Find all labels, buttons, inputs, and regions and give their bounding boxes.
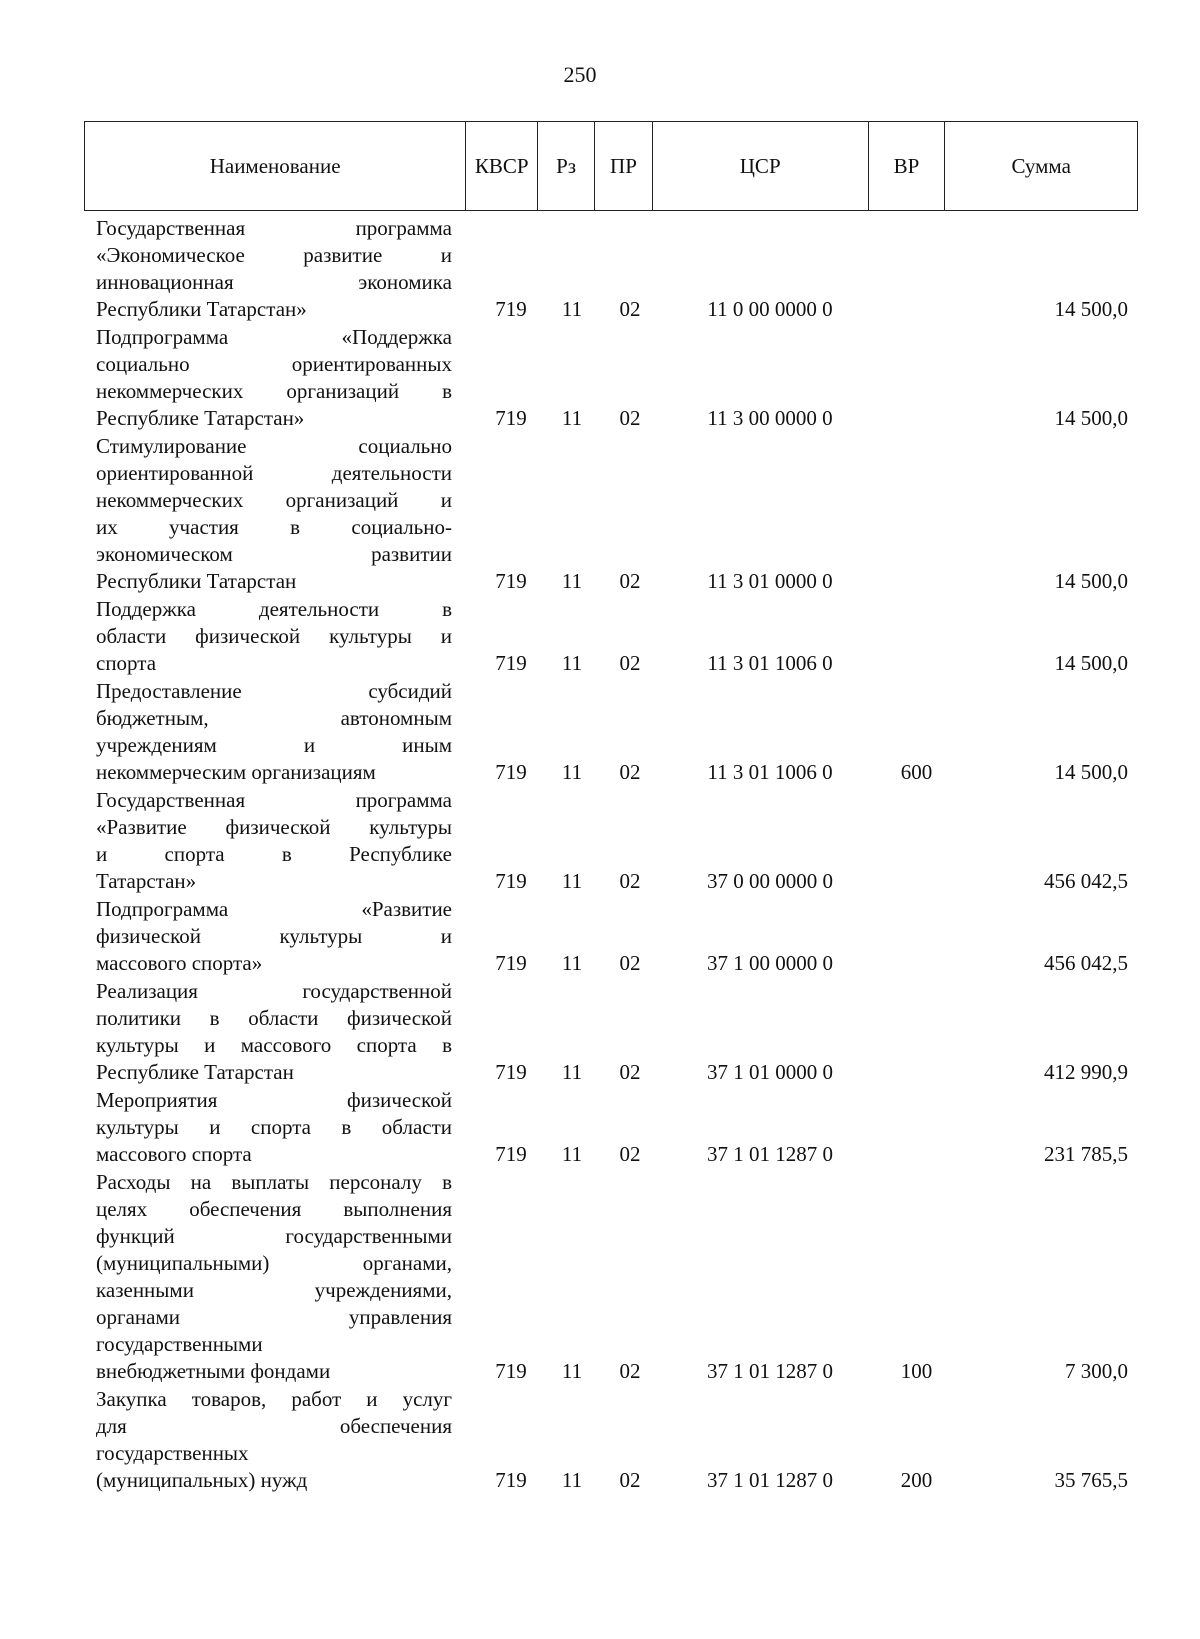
row-csr: 11 3 01 1006 0: [707, 760, 833, 784]
row-name-line: Республике Татарстан»: [96, 406, 305, 430]
row-name: [96, 1386, 452, 1494]
row-name-line: Стимулирование социально: [96, 434, 452, 458]
row-name-line: Государственная программа: [96, 216, 452, 240]
table-row: [96, 1087, 1138, 1168]
row-name-line: Татарстан»: [96, 869, 197, 893]
row-name: [96, 896, 452, 977]
row-name-line: казенными учреждениями,: [96, 1278, 452, 1302]
row-rz: 11: [561, 1060, 583, 1084]
table-row: [96, 787, 1138, 895]
page-number: 250: [563, 62, 597, 87]
table-row: [96, 215, 1138, 323]
row-name-line: государственных: [96, 1441, 249, 1465]
row-name-line: Подпрограмма «Развитие: [96, 897, 452, 921]
row-sum: 14 500,0: [1054, 651, 1128, 675]
row-csr: 11 0 00 0000 0: [707, 297, 833, 321]
row-name-line: культуры и спорта в области: [96, 1115, 452, 1139]
row-rz: 11: [561, 1468, 583, 1492]
table-row: [96, 1169, 1138, 1385]
row-sum: 14 500,0: [1054, 569, 1128, 593]
row-kvsr: 719: [495, 651, 527, 675]
table-row: [96, 596, 1138, 677]
row-name-line: и спорта в Республике: [96, 842, 452, 866]
row-name-line: Подпрограмма «Поддержка: [96, 325, 452, 349]
row-name-line: (муниципальных) нужд: [96, 1468, 308, 1492]
row-sum: 456 042,5: [1044, 951, 1128, 975]
row-rz: 11: [561, 297, 583, 321]
table-row: [96, 433, 1138, 595]
row-name-line: массового спорта: [96, 1142, 252, 1166]
row-name-line: некоммерческих организаций в: [96, 379, 452, 403]
row-rz: 11: [561, 651, 583, 675]
row-name-line: некоммерческих организаций и: [96, 488, 452, 512]
header-csr: ЦСР: [653, 122, 869, 210]
row-pr: 02: [619, 869, 641, 893]
header-sum: Сумма: [1011, 153, 1071, 178]
row-pr: 02: [619, 1359, 641, 1383]
row-rz: 11: [561, 569, 583, 593]
row-name: [96, 787, 452, 895]
row-sum: 35 765,5: [1054, 1468, 1128, 1492]
row-name: [96, 324, 452, 432]
row-name-line: спорта: [96, 651, 157, 675]
row-csr: 37 1 01 1287 0: [707, 1468, 833, 1492]
table-row: [96, 978, 1138, 1086]
header-kvsr: КВСР: [466, 122, 538, 210]
row-name: [96, 678, 452, 786]
row-name-line: их участия в социально-: [96, 515, 452, 539]
row-csr: 37 0 00 0000 0: [707, 869, 833, 893]
row-name-line: социально ориентированных: [96, 352, 452, 376]
row-name-line: Государственная программа: [96, 788, 452, 812]
row-kvsr: 719: [495, 569, 527, 593]
table-row: [96, 678, 1138, 786]
row-name-line: внебюджетными фондами: [96, 1359, 331, 1383]
row-kvsr: 719: [495, 1060, 527, 1084]
row-vr: 200: [900, 1468, 933, 1492]
row-name-line: учреждениям и иным: [96, 733, 452, 757]
row-name-line: для обеспечения: [96, 1414, 452, 1438]
row-name-line: культуры и массового спорта в: [96, 1033, 452, 1057]
row-pr: 02: [619, 1142, 641, 1166]
row-name-line: массового спорта»: [96, 951, 263, 975]
row-name-line: Республики Татарстан: [96, 569, 297, 593]
row-kvsr: 719: [495, 1359, 527, 1383]
row-pr: 02: [619, 1060, 641, 1084]
row-name-line: государственными: [96, 1332, 263, 1356]
row-rz: 11: [561, 1359, 583, 1383]
row-sum: 456 042,5: [1044, 869, 1128, 893]
header-rz: Рз: [538, 122, 595, 210]
row-rz: 11: [561, 869, 583, 893]
row-name-line: Предоставление субсидий: [96, 679, 452, 703]
row-pr: 02: [619, 1468, 641, 1492]
row-name-line: Поддержка деятельности в: [96, 597, 452, 621]
row-rz: 11: [561, 1142, 583, 1166]
row-name-line: Расходы на выплаты персоналу в: [96, 1170, 452, 1194]
row-csr: 11 3 01 1006 0: [707, 651, 833, 675]
row-pr: 02: [619, 406, 641, 430]
row-pr: 02: [619, 951, 641, 975]
table-row: [96, 896, 1138, 977]
row-kvsr: 719: [495, 760, 527, 784]
row-kvsr: 719: [495, 297, 527, 321]
row-name-line: Республике Татарстан: [96, 1060, 294, 1084]
row-pr: 02: [619, 760, 641, 784]
row-name-line: инновационная экономика: [96, 270, 452, 294]
row-name: [96, 978, 452, 1086]
row-name-line: физической культуры и: [96, 924, 452, 948]
row-name-line: «Развитие физической культуры: [96, 815, 452, 839]
row-sum: 412 990,9: [1044, 1060, 1128, 1084]
table-header: [84, 121, 1138, 211]
row-name-line: бюджетным, автономным: [96, 706, 452, 730]
row-name: [96, 596, 452, 677]
row-name: [96, 433, 452, 595]
row-name-line: некоммерческим организациям: [96, 760, 376, 784]
row-csr: 37 1 01 0000 0: [707, 1060, 833, 1084]
row-sum: 14 500,0: [1054, 297, 1128, 321]
row-name-line: (муниципальными) органами,: [96, 1251, 452, 1275]
row-name-line: ориентированной деятельности: [96, 461, 452, 485]
row-name-line: области физической культуры и: [96, 624, 452, 648]
row-pr: 02: [619, 297, 641, 321]
row-rz: 11: [561, 760, 583, 784]
table-row: [96, 1386, 1138, 1494]
row-pr: 02: [619, 569, 641, 593]
row-name: [96, 1169, 452, 1385]
row-name-line: функций государственными: [96, 1224, 452, 1248]
row-kvsr: 719: [495, 406, 527, 430]
header-name: Наименование: [85, 122, 466, 210]
row-name-line: Реализация государственной: [96, 979, 452, 1003]
row-name-line: Мероприятия физической: [96, 1088, 452, 1112]
row-kvsr: 719: [495, 869, 527, 893]
row-name-line: органами управления: [96, 1305, 452, 1329]
row-vr: 600: [900, 760, 933, 784]
row-kvsr: 719: [495, 1142, 527, 1166]
row-name: [96, 215, 452, 323]
row-csr: 37 1 01 1287 0: [707, 1142, 833, 1166]
row-rz: 11: [561, 406, 583, 430]
row-name-line: целях обеспечения выполнения: [96, 1197, 452, 1221]
row-sum: 7 300,0: [1065, 1359, 1128, 1383]
row-sum: 14 500,0: [1054, 406, 1128, 430]
row-name-line: Закупка товаров, работ и услуг: [96, 1387, 452, 1411]
table-row: [96, 324, 1138, 432]
row-name-line: «Экономическое развитие и: [96, 243, 452, 267]
row-name-line: экономическом развитии: [96, 542, 452, 566]
header-vr: ВР: [869, 122, 946, 210]
row-rz: 11: [561, 951, 583, 975]
table-body: [96, 215, 1138, 1494]
row-csr: 11 3 01 0000 0: [707, 569, 833, 593]
row-csr: 37 1 00 0000 0: [707, 951, 833, 975]
row-kvsr: 719: [495, 951, 527, 975]
row-csr: 37 1 01 1287 0: [707, 1359, 833, 1383]
row-vr: 100: [900, 1359, 933, 1383]
header-pr: ПР: [595, 122, 653, 210]
row-pr: 02: [619, 651, 641, 675]
row-csr: 11 3 00 0000 0: [707, 406, 833, 430]
row-sum: 231 785,5: [1044, 1142, 1128, 1166]
row-name: [96, 1087, 452, 1168]
row-kvsr: 719: [495, 1468, 527, 1492]
row-name-line: Республики Татарстан»: [96, 297, 307, 321]
row-name-line: политики в области физической: [96, 1006, 452, 1030]
row-sum: 14 500,0: [1054, 760, 1128, 784]
